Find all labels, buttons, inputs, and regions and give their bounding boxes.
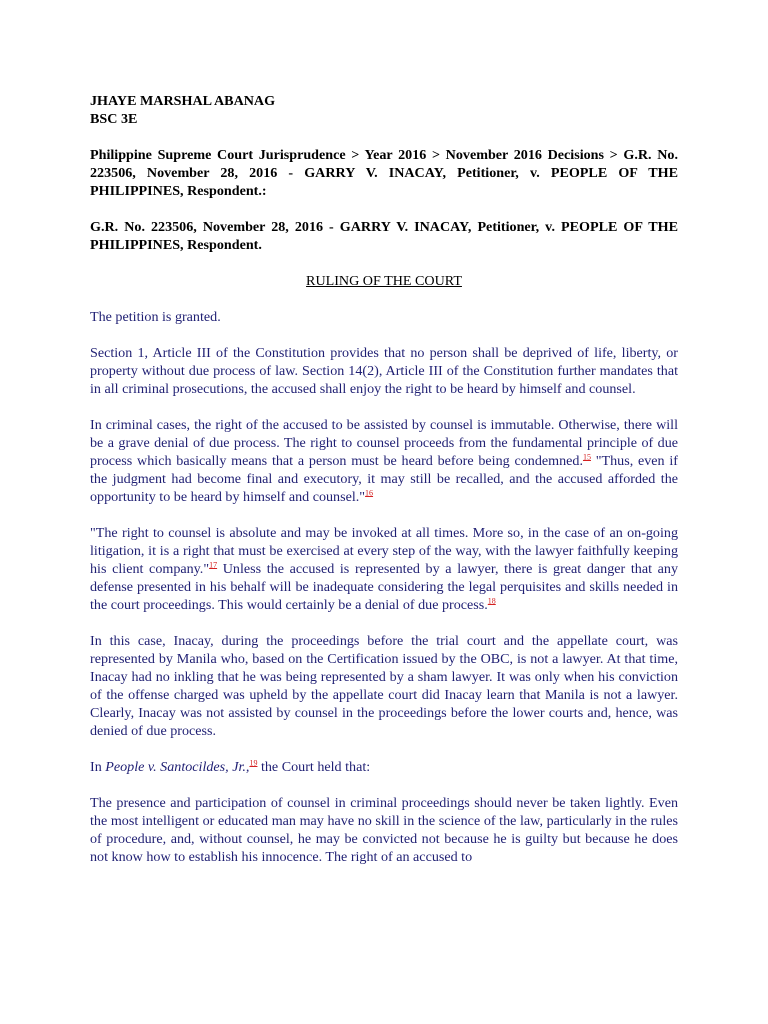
paragraph-text: Unless the accused is represented by a lawyer, there is great danger that any defense presented in his behalf will be inadequate considering the legal perquisites and skills needed in the court proceedings. This would certainly be a denial of due process. xyxy=(90,561,679,613)
document-page xyxy=(90,92,678,866)
paragraph-text: In xyxy=(90,759,106,775)
footnote-link-17[interactable]: 17 xyxy=(209,560,218,570)
footnote-link-19[interactable]: 19 xyxy=(249,758,258,768)
paragraph-text: "The right to counsel is absolute and may be invoked at all times. More so, in the case of an on-going litigation, it is a right that must be exercised at every step of the way, with the lawyer faithfully keeping his client company." xyxy=(90,525,678,577)
paragraph-petition-granted: The petition is granted. xyxy=(90,309,221,325)
paragraph-santocildes xyxy=(90,758,678,776)
breadcrumb: Philippine Supreme Court Jurisprudence > Year 2016 > November 2016 Decisions > G.R. No. 223506, November 28, 2016 - GARRY V. INACAY, Petitioner, v. PEOPLE OF THE PHILIPPINES, Respondent.: xyxy=(90,147,678,199)
paragraph-due-process: Section 1, Article III of the Constitution provides that no person shall be deprived of life, liberty, or property without due process of law. Section 14(2), Article III of the Constitution further mandates that in all criminal prosecutions, the accused shall enjoy the right to be heard by himself and counsel. xyxy=(90,345,678,397)
paragraph-text: "Thus, even if the judgment had become final and executory, it may still be recalled, and the accused afforded the opportunity to be heard by himself and counsel." xyxy=(90,453,678,505)
footnote-link-15[interactable]: 15 xyxy=(582,452,591,462)
author-block xyxy=(90,92,678,128)
paragraph-absolute-right xyxy=(90,524,678,614)
ruling-heading: RULING OF THE COURT xyxy=(306,273,462,289)
footnote-link-18[interactable]: 18 xyxy=(487,596,496,606)
case-citation: People v. Santocildes, Jr., xyxy=(105,759,250,775)
paragraph-text: In criminal cases, the right of the accused to be assisted by counsel is immutable. Otherwise, there will be a grave denial of due process. The right to counsel proceeds from the fundamental principle of due process which basically means that a person must be heard before being condemned. xyxy=(90,417,678,469)
footnote-link-16[interactable]: 16 xyxy=(365,488,374,498)
paragraph-text: the Court held that: xyxy=(257,759,371,775)
paragraph-right-to-counsel xyxy=(90,416,678,506)
paragraph-inacay-case: In this case, Inacay, during the proceedings before the trial court and the appellate court, was represented by Manila who, based on the Certification issued by the OBC, is not a lawyer. At that time, Inacay had no inkling that he was being represented by a sham lawyer. It was only when his conviction of the offense charged was upheld by the appellate court did Inacay learn that Manila is not a lawyer. Clearly, Inacay was not assisted by counsel in the proceedings before the lower courts and, hence, was denied of due process. xyxy=(90,633,678,739)
case-title: G.R. No. 223506, November 28, 2016 - GARRY V. INACAY, Petitioner, v. PEOPLE OF THE PHILIPPINES, Respondent. xyxy=(90,219,678,253)
author-section: BSC 3E xyxy=(90,111,138,127)
paragraph-quoted-holding: The presence and participation of counsel in criminal proceedings should never be taken lightly. Even the most intelligent or educated man may have no skill in the science of the law, particularly in the rules of procedure, and, without counsel, he may be convicted not because he is guilty but because he does not know how to establish his innocence. The right of an accused to xyxy=(90,795,678,865)
author-name: JHAYE MARSHAL ABANAG xyxy=(90,93,276,109)
